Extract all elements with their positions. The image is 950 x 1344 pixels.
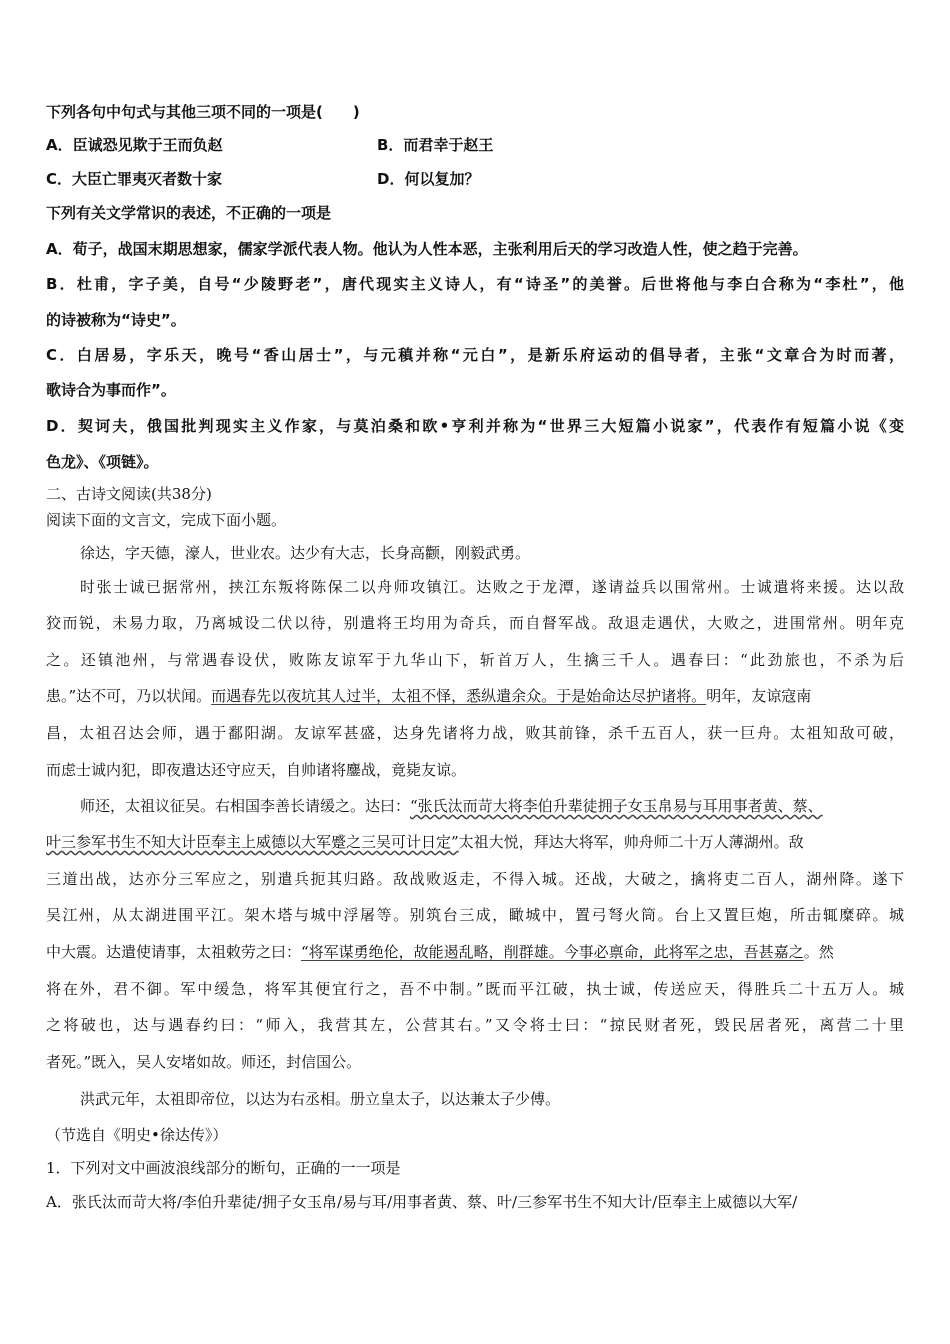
passage-p3-line4: 吴江州，从太湖进围平江。架木塔与城中浮屠等。别筑台三成，瞰城中，置弓弩火筒。台上又置巨炮，所击辄糜碎。城 — [46, 906, 904, 924]
passage-p2-line6: 而虑士诚内犯，即夜遣达还守应天，自帅诸将鏖战，竟毙友谅。 — [46, 761, 467, 779]
passage-p2-line1: 时张士诚已据常州，挟江东叛将陈保二以舟师攻镇江。达败之于龙潭，遂请益兵以围常州。士诚遣将来援。达以敌 — [80, 578, 904, 596]
section-heading: 二、古诗文阅读(共38分) — [46, 485, 212, 503]
passage-paragraph-1: 徐达，字天德，濠人，世业农。达少有大志，长身高颧，刚毅武勇。 — [80, 544, 531, 562]
passage-p2-line4-start: 患。”达不可，乃以状闻。 — [46, 687, 212, 705]
passage-p2-line4 — [46, 686, 811, 706]
literature-option-b-line1: B．杜甫，字子美，自号“少陵野老”，唐代现实主义诗人，有“诗圣”的美誉。后世将他与李白合称为“李杜”，他 — [46, 275, 904, 293]
passage-p3-line1 — [80, 796, 823, 816]
passage-p3-line3: 三道出战，达亦分三军应之，别遣兵扼其归路。敌战败返走，不得入城。还战，大破之，擒将吏二百人，湖州降。遂下 — [46, 870, 904, 888]
wavy-line-part-2: 叶三参军书生不知大计臣奉主上威德以大军蹙之三吴可计日定” — [46, 833, 459, 851]
passage-p3-line5-end: 。然 — [803, 943, 834, 961]
underlined-sentence-1: 而遇春先以夜坑其人过半，太祖不怿，悉纵遣余众。于是始命达尽护诸将。 — [211, 687, 707, 705]
passage-p3-line7: 之将破也，达与遇春约曰：“师入，我营其左，公营其右。”又令将士曰：“掠民财者死，毁民居者死，离营二十里 — [46, 1016, 904, 1034]
passage-p3-line8: 者死。”既入，吴人安堵如故。师还，封信国公。 — [46, 1053, 362, 1071]
passage-p3-line5-start: 中大震。达遣使请事，太祖敕劳之曰： — [46, 943, 302, 961]
wavy-line-part-1: “张氏汰而苛大将李伯升辈徒拥子女玉帛易与耳用事者黄、蔡、 — [410, 797, 823, 815]
passage-p2-line5: 昌，太祖召达会师，遇于鄱阳湖。友谅军甚盛，达身先诸将力战，败其前锋，杀千五百人，获一巨舟。太祖知敌可破， — [46, 724, 904, 742]
passage-p2-line3: 之。还镇池州，与常遇春设伏，败陈友谅军于九华山下，斩首万人，生擒三千人。遇春曰：“此劲旅也，不杀为后 — [46, 651, 904, 669]
passage-p3-line1-start: 师还，太祖议征吴。右相国李善长请缓之。达曰： — [80, 797, 411, 815]
option-a: A．臣诚恐见欺于王而负赵 — [46, 136, 223, 154]
section-instruction: 阅读下面的文言文，完成下面小题。 — [46, 511, 287, 529]
underlined-sentence-2: “将军谋勇绝伦，故能遏乱略，削群雄。今事必禀命，此将军之忠，吾甚嘉之 — [301, 943, 804, 961]
literature-option-d-line1: D．契诃夫，俄国批判现实主义作家，与莫泊桑和欧•亨利并称为“世界三大短篇小说家”，代表作有短篇小说《变 — [46, 417, 904, 435]
literature-option-b-line2: 的诗被称为“诗史”。 — [46, 311, 186, 329]
option-b: B．而君幸于赵王 — [377, 136, 494, 154]
passage-p2-line4-end: 明年，友谅寇南 — [706, 687, 812, 705]
literature-option-a: A．荀子，战国末期思想家，儒家学派代表人物。他认为人性本恶，主张利用后天的学习改造人性，使之趋于完善。 — [46, 240, 808, 258]
passage-p3-line2 — [46, 832, 804, 852]
question-1-option-a: A．张氏汰而苛大将/李伯升辈徒/拥子女玉帛/易与耳/用事者黄、蔡、叶/三参军书生不知大计/臣奉主上威德以大军/ — [46, 1193, 798, 1211]
option-c: C．大臣亡罪夷灭者数十家 — [46, 170, 223, 188]
passage-p2-line2: 狡而锐，未易力取，乃离城设二伏以待，别遣将王均用为奇兵，而自督军战。敌退走遇伏，大败之，进围常州。明年克 — [46, 614, 904, 632]
literature-option-c-line2: 歌诗合为事而作”。 — [46, 381, 176, 399]
passage-p3-line2-end: 太祖大悦，拜达大将军，帅舟师二十万人薄湖州。敌 — [458, 833, 804, 851]
passage-p3-line5 — [46, 942, 834, 962]
literature-option-d-line2: 色龙》、《项链》。 — [46, 453, 159, 471]
passage-p3-line6: 将在外，君不御。军中缓急，将军其便宜行之，吾不中制。”既而平江破，执士诚，传送应天，得胜兵二十五万人。城 — [46, 980, 904, 998]
question-1-stem: 1．下列对文中画波浪线部分的断句，正确的一一项是 — [46, 1159, 401, 1177]
question-stem-sentence-pattern: 下列各句中句式与其他三项不同的一项是( ) — [46, 103, 360, 121]
literature-option-c-line1: C．白居易，字乐天，晚号“香山居士”，与元稹并称“元白”，是新乐府运动的倡导者，主张“文章合为时而著， — [46, 346, 904, 364]
question-stem-literature: 下列有关文学常识的表述，不正确的一项是 — [46, 204, 332, 222]
passage-paragraph-4: 洪武元年，太祖即帝位，以达为右丞相。册立皇太子，以达兼太子少傅。 — [80, 1090, 561, 1108]
option-d: D．何以复加？ — [377, 170, 480, 188]
passage-source: （节选自《明史•徐达传》） — [46, 1126, 228, 1144]
